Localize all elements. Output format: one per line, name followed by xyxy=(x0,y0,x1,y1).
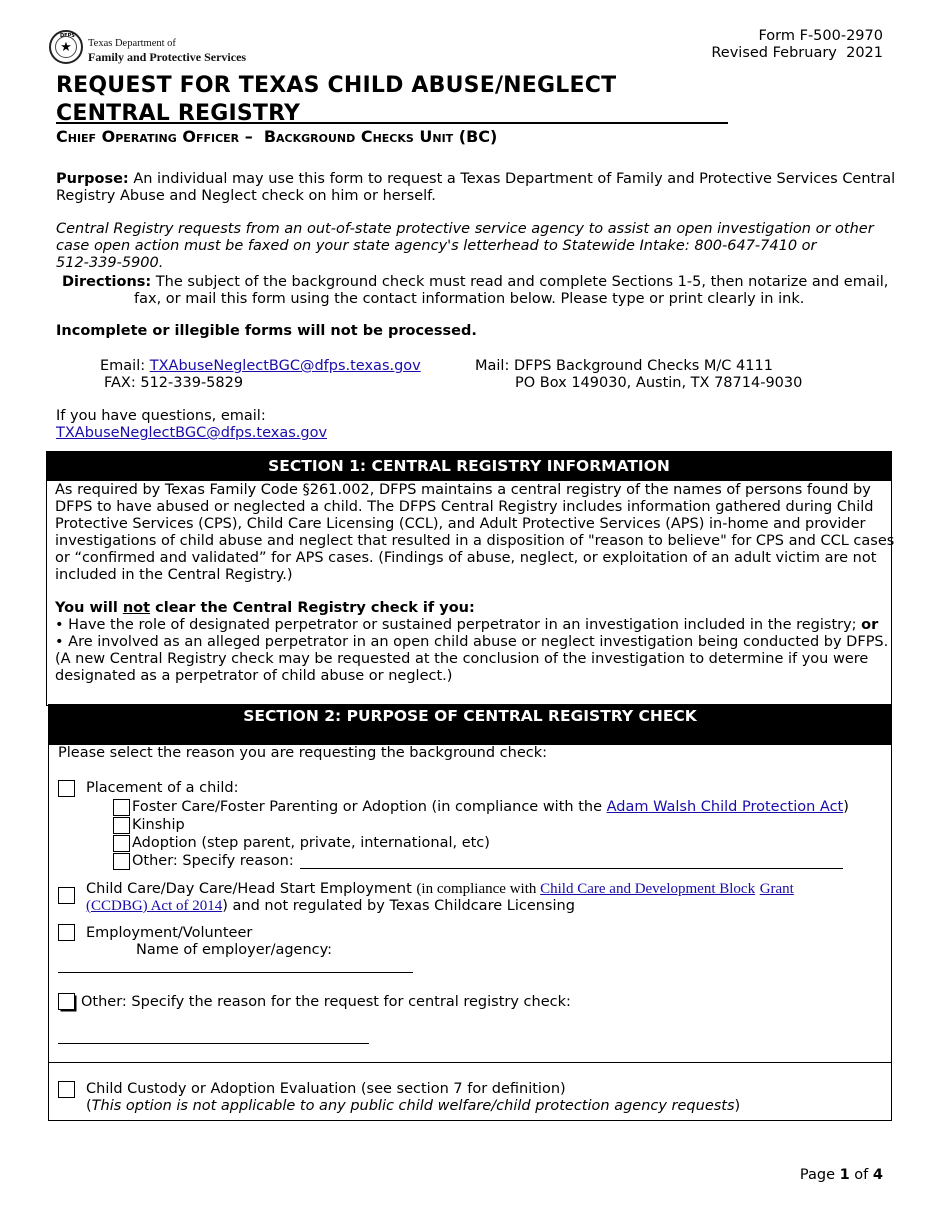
other-purpose-input-line[interactable] xyxy=(58,1043,369,1044)
dfps-seal-logo xyxy=(49,30,83,64)
out-of-state-line1: Central Registry requests from an out-of-state protective service agency to assist an open investigation or other xyxy=(56,221,874,237)
foster-care-label xyxy=(132,799,849,816)
foster-care-checkbox[interactable] xyxy=(113,799,130,816)
logo-line1: Texas Department of xyxy=(88,38,176,49)
star-icon: ★ xyxy=(55,36,77,58)
purpose-text-2: Registry Abuse and Neglect check on him or herself. xyxy=(56,188,436,204)
section1-line1: As required by Texas Family Code §261.002, DFPS maintains a central registry of the names of persons found by xyxy=(55,482,871,498)
title-line1: REQUEST FOR TEXAS CHILD ABUSE/NEGLECT xyxy=(56,73,617,98)
seal-text: DFPS xyxy=(60,33,75,39)
not-clear-b: not xyxy=(122,600,151,616)
directions-paragraph xyxy=(62,274,888,308)
section1-line5: or “confirmed and validated” for APS cases. (Findings of abuse, neglect, or exploitation of an adult victim are not xyxy=(55,550,877,566)
questions-text: If you have questions, email: xyxy=(56,408,266,424)
ccdbg-link-2[interactable]: Grant xyxy=(759,881,794,897)
custody-checkbox[interactable] xyxy=(58,1081,75,1098)
agency-logo-text xyxy=(88,38,246,64)
placement-label: Placement of a child: xyxy=(86,780,239,796)
section2-heading: SECTION 2: PURPOSE OF CENTRAL REGISTRY CHECK xyxy=(48,704,892,745)
custody-block xyxy=(86,1081,740,1115)
directions-text: The subject of the background check must read and complete Sections 1-5, then notarize and email, xyxy=(151,274,889,290)
adoption-label: Adoption (step parent, private, international, etc) xyxy=(132,835,490,851)
section1-line6: included in the Central Registry.) xyxy=(55,567,293,583)
page-word: Page xyxy=(799,1167,840,1183)
other-reason-checkbox[interactable] xyxy=(113,853,130,870)
contact-mail xyxy=(475,358,802,392)
employer-name-input-line[interactable] xyxy=(58,972,413,973)
mail-line1: Mail: DFPS Background Checks M/C 4111 xyxy=(475,358,773,374)
revised-date: Revised February 2021 xyxy=(711,45,883,61)
childcare-compliance: (in compliance with xyxy=(416,881,541,897)
employment-checkbox[interactable] xyxy=(58,924,75,941)
bullet-1 xyxy=(55,617,888,634)
other-reason-label: Other: Specify reason: xyxy=(132,853,294,869)
other-reason-input-line[interactable] xyxy=(300,868,843,869)
other-purpose-checkbox[interactable] xyxy=(58,993,75,1010)
note-line2: designated as a perpetrator of child abuse or neglect.) xyxy=(55,668,453,684)
adoption-checkbox[interactable] xyxy=(113,835,130,852)
out-of-state-line2: case open action must be faxed on your state agency's letterhead to Statewide Intake: 800-647-7410 or xyxy=(56,238,817,254)
mail-line2: PO Box 149030, Austin, TX 78714-9030 xyxy=(515,375,803,391)
section1-paragraph xyxy=(55,482,894,584)
questions-block xyxy=(56,408,327,442)
logo-line2: Family and Protective Services xyxy=(88,50,247,64)
bullet-2: • Are involved as an alleged perpetrator in an open child abuse or neglect investigation being conducted by DFPS. xyxy=(55,634,889,650)
section1-line4: investigations of child abuse and neglect that resulted in a disposition of "reason to believe" for CPS and CCL cases xyxy=(55,533,895,549)
childcare-tail: ) and not regulated by Texas Childcare Licensing xyxy=(222,898,575,914)
purpose-label: Purpose: xyxy=(56,171,129,187)
kinship-checkbox[interactable] xyxy=(113,817,130,834)
not-clear-a: You will xyxy=(55,600,123,616)
custody-note-close: ) xyxy=(734,1098,741,1114)
purpose-text: An individual may use this form to request a Texas Department of Family and Protective Services Central xyxy=(128,171,896,187)
disqualifiers-block xyxy=(55,600,888,685)
questions-email-link[interactable]: TXAbuseNeglectBGC@dfps.texas.gov xyxy=(56,425,328,441)
kinship-label: Kinship xyxy=(132,817,185,833)
ccdbg-link-3[interactable]: (CCDBG) Act of 2014 xyxy=(86,898,223,914)
bullet-1-text: • Have the role of designated perpetrator or sustained perpetrator in an investigation included in the registry; xyxy=(55,617,862,633)
bullet-1-or: or xyxy=(861,617,879,633)
out-of-state-line3: 512-339-5900. xyxy=(56,255,164,271)
childcare-text: Child Care/Day Care/Head Start Employment xyxy=(86,881,417,897)
directions-text-2: fax, or mail this form using the contact information below. Please type or print clearly in ink. xyxy=(134,291,805,307)
directions-label: Directions: xyxy=(62,274,152,290)
page-subtitle: Chief Operating Officer – Background Checks Unit (BC) xyxy=(56,127,498,146)
form-identifier xyxy=(711,28,883,62)
custody-note-text: This option is not applicable to any public child welfare/child protection agency requests xyxy=(91,1098,735,1114)
contact-email-link[interactable]: TXAbuseNeglectBGC@dfps.texas.gov xyxy=(149,358,421,374)
page-number xyxy=(800,1167,883,1184)
incomplete-warning: Incomplete or illegible forms will not be processed. xyxy=(56,323,477,339)
page-title xyxy=(56,72,616,128)
employer-name-label: Name of employer/agency: xyxy=(136,942,333,958)
purpose-paragraph xyxy=(56,171,896,205)
section2-prompt: Please select the reason you are requesting the background check: xyxy=(58,745,548,761)
page-of: of xyxy=(849,1167,873,1183)
custody-note-open: ( xyxy=(86,1098,92,1114)
foster-close: ) xyxy=(843,799,849,815)
section1-line2: DFPS to have abused or neglected a child. The DFPS Central Registry includes information gathered during Child xyxy=(55,499,874,515)
section1-line3: Protective Services (CPS), Child Care Licensing (CCL), and Adult Protective Services (APS) in-home and provider xyxy=(55,516,866,532)
childcare-label xyxy=(86,881,816,915)
not-clear-c: clear the Central Registry check if you: xyxy=(150,600,475,616)
note-line1: (A new Central Registry check may be requested at the conclusion of the investigation to determine if you were xyxy=(55,651,869,667)
form-number: Form F-500-2970 xyxy=(758,28,883,44)
adam-walsh-link[interactable]: Adam Walsh Child Protection Act xyxy=(606,799,844,815)
not-clear-heading xyxy=(55,600,888,617)
email-label: Email: xyxy=(100,358,150,374)
page-total: 4 xyxy=(872,1167,883,1183)
title-line2: CENTRAL REGISTRY xyxy=(56,101,301,126)
fax-number: FAX: 512-339-5829 xyxy=(104,375,244,391)
section1-heading: SECTION 1: CENTRAL REGISTRY INFORMATION xyxy=(46,451,892,481)
placement-checkbox[interactable] xyxy=(58,780,75,797)
title-underline xyxy=(300,122,728,124)
other-purpose-label: Other: Specify the reason for the request for central registry check: xyxy=(81,994,571,1010)
foster-text: Foster Care/Foster Parenting or Adoption (in compliance with the xyxy=(132,799,607,815)
childcare-checkbox[interactable] xyxy=(58,887,75,904)
page-current: 1 xyxy=(839,1167,850,1183)
out-of-state-note xyxy=(56,221,874,272)
ccdbg-link-1[interactable]: Child Care and Development Block xyxy=(540,881,756,897)
custody-note xyxy=(86,1098,740,1115)
custody-label: Child Custody or Adoption Evaluation (see section 7 for definition) xyxy=(86,1081,566,1097)
contact-email-fax xyxy=(100,358,421,392)
employment-label: Employment/Volunteer xyxy=(86,925,253,941)
